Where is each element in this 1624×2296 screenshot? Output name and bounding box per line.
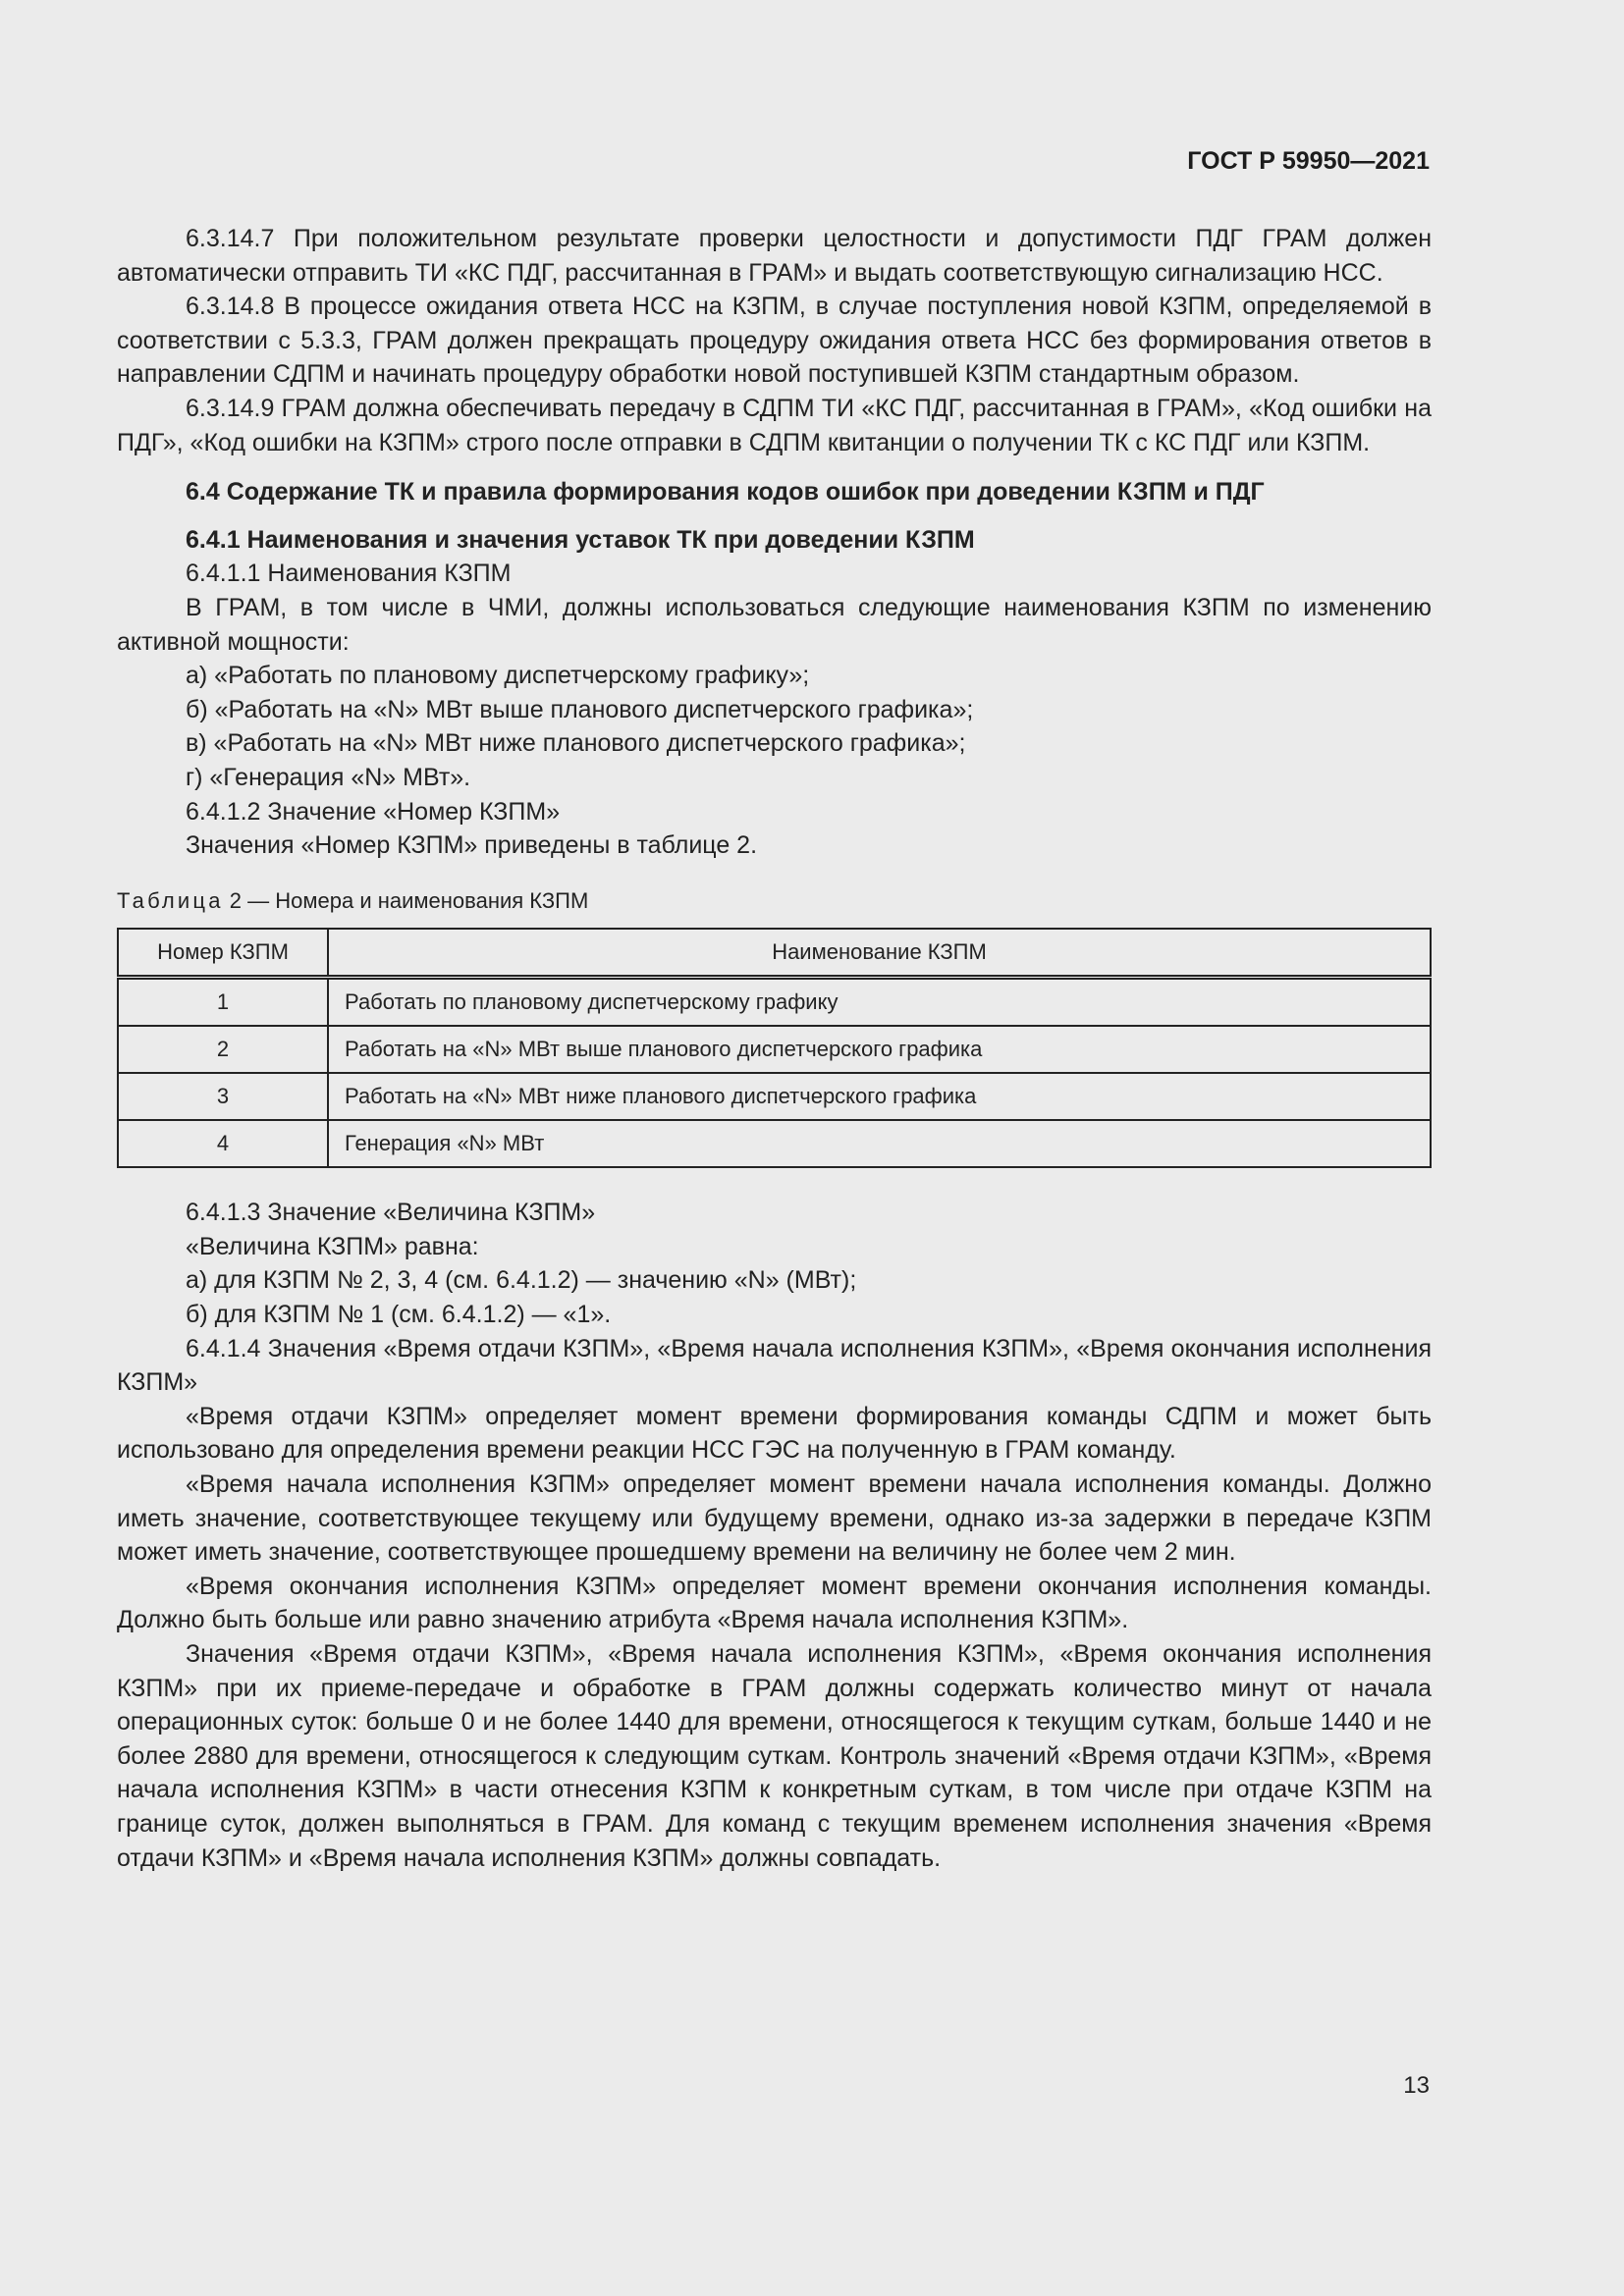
paragraph-6-4-1-3-intro: «Величина КЗПМ» равна: xyxy=(186,1232,479,1260)
heading-6-4-1-1: 6.4.1.1 Наименования КЗПМ xyxy=(186,560,512,588)
kzpm-table xyxy=(117,928,1432,1168)
heading-6-4-1-2: 6.4.1.2 Значение «Номер КЗПМ» xyxy=(186,797,561,826)
list-item: в) «Работать на «N» МВт ниже планового диспетчерского графика»; xyxy=(186,729,966,758)
table-cell-number: 4 xyxy=(118,1120,328,1167)
section-heading-6-4: 6.4 Содержание ТК и правила формирования кодов ошибок при доведении КЗПМ и ПДГ xyxy=(186,478,1265,507)
paragraph-6-3-14-7: 6.3.14.7 При положительном результате проверки целостности и допустимости ПДГ ГРАМ должен автоматически отправить ТИ «КС ПДГ, рассчитанная в ГРАМ» и выдать соответствующую сигнализацию НСС. xyxy=(117,225,1432,287)
table-cell-name: Работать на «N» МВт выше планового диспетчерского графика xyxy=(328,1026,1431,1073)
page-number: 13 xyxy=(1403,2072,1430,2099)
table-caption-word: Таблица xyxy=(117,887,224,913)
table-cell-number: 3 xyxy=(118,1073,328,1120)
paragraph-6-3-14-8: 6.3.14.8 В процессе ожидания ответа НСС на КЗПМ, в случае поступления новой КЗПМ, определяемой в соответствии с 5.3.3, ГРАМ должен прекращать процедуру ожидания ответа НСС без формирования ответов в направлении СДПМ и начинать процедуру обработки новой поступившей КЗПМ стандартным образом. xyxy=(117,293,1432,389)
list-item: б) для КЗПМ № 1 (см. 6.4.1.2) — «1». xyxy=(186,1301,612,1329)
heading-6-4-1-4: 6.4.1.4 Значения «Время отдачи КЗПМ», «Время начала исполнения КЗПМ», «Время окончания исполнения КЗПМ» xyxy=(117,1334,1432,1397)
list-item: г) «Генерация «N» МВт». xyxy=(186,763,471,791)
paragraph-6-4-1-2-text: Значения «Номер КЗПМ» приведены в таблице 2. xyxy=(186,831,758,860)
table-cell-number: 2 xyxy=(118,1026,328,1073)
table-cell-number: 1 xyxy=(118,978,328,1027)
column-header-number: Номер КЗПМ xyxy=(118,929,328,978)
table-row xyxy=(118,1120,1431,1167)
table-cell-name: Генерация «N» МВт xyxy=(328,1120,1431,1167)
page-content xyxy=(117,222,1432,1875)
table-caption-text: 2 — Номера и наименования КЗПМ xyxy=(229,887,589,913)
table-row xyxy=(118,1073,1431,1120)
list-item: а) «Работать по плановому диспетчерскому графику»; xyxy=(186,662,810,690)
section-heading-6-4-1: 6.4.1 Наименования и значения уставок ТК при доведении КЗПМ xyxy=(186,525,975,554)
paragraph-6-4-1-1-intro: В ГРАМ, в том числе в ЧМИ, должны использоваться следующие наименования КЗПМ по изменению активной мощности: xyxy=(117,593,1432,656)
paragraph-6-3-14-9: 6.3.14.9 ГРАМ должна обеспечивать передачу в СДПМ ТИ «КС ПДГ, рассчитанная в ГРАМ», «Код ошибки на ПДГ», «Код ошибки на КЗПМ» строго после отправки в СДПМ квитанции о получении ТК с КС ПДГ или КЗПМ. xyxy=(117,394,1432,456)
list-item: б) «Работать на «N» МВт выше планового диспетчерского графика»; xyxy=(186,695,974,723)
table-row xyxy=(118,1026,1431,1073)
paragraph-time-issue: «Время отдачи КЗПМ» определяет момент времени формирования команды СДПМ и может быть использовано для определения времени реакции НСС ГЭС на полученную в ГРАМ команду. xyxy=(117,1402,1432,1465)
heading-6-4-1-3: 6.4.1.3 Значение «Величина КЗПМ» xyxy=(186,1199,596,1227)
paragraph-time-values: Значения «Время отдачи КЗПМ», «Время начала исполнения КЗПМ», «Время окончания исполнения КЗПМ» при их приеме-передаче и обработке в ГРАМ должны содержать количество минут от начала операционных суток: больше 0 и не более 1440 для времени, относящегося к текущим суткам, больше 1440 и не более 2880 для времени, относящегося к следующим суткам. Контроль значений «Время отдачи КЗПМ», «Время начала исполнения КЗПМ» в части отнесения КЗПМ к конкретным суткам, в том числе при отдаче КЗПМ на границе суток, должен выполняться в ГРАМ. Для команд с текущим временем исполнения значения «Время отдачи КЗПМ» и «Время начала исполнения КЗПМ» должны совпадать. xyxy=(117,1640,1432,1872)
list-item: а) для КЗПМ № 2, 3, 4 (см. 6.4.1.2) — значению «N» (МВт); xyxy=(186,1266,857,1295)
table-cell-name: Работать на «N» МВт ниже планового диспетчерского графика xyxy=(328,1073,1431,1120)
table-row xyxy=(118,978,1431,1027)
column-header-name: Наименование КЗПМ xyxy=(328,929,1431,978)
paragraph-time-start: «Время начала исполнения КЗПМ» определяет момент времени начала исполнения команды. Должно иметь значение, соответствующее текущему или будущему времени, однако из-за задержки в передаче КЗПМ может иметь значение, соответствующее прошедшему времени на величину не более чем 2 мин. xyxy=(117,1470,1432,1567)
table-caption xyxy=(117,884,1432,919)
table-header-row xyxy=(118,929,1431,978)
paragraph-time-end: «Время окончания исполнения КЗПМ» определяет момент времени окончания исполнения команды. Должно быть больше или равно значению атрибута «Время начала исполнения КЗПМ». xyxy=(117,1572,1432,1634)
document-code: ГОСТ Р 59950—2021 xyxy=(1187,147,1430,175)
table-cell-name: Работать по плановому диспетчерскому графику xyxy=(328,978,1431,1027)
